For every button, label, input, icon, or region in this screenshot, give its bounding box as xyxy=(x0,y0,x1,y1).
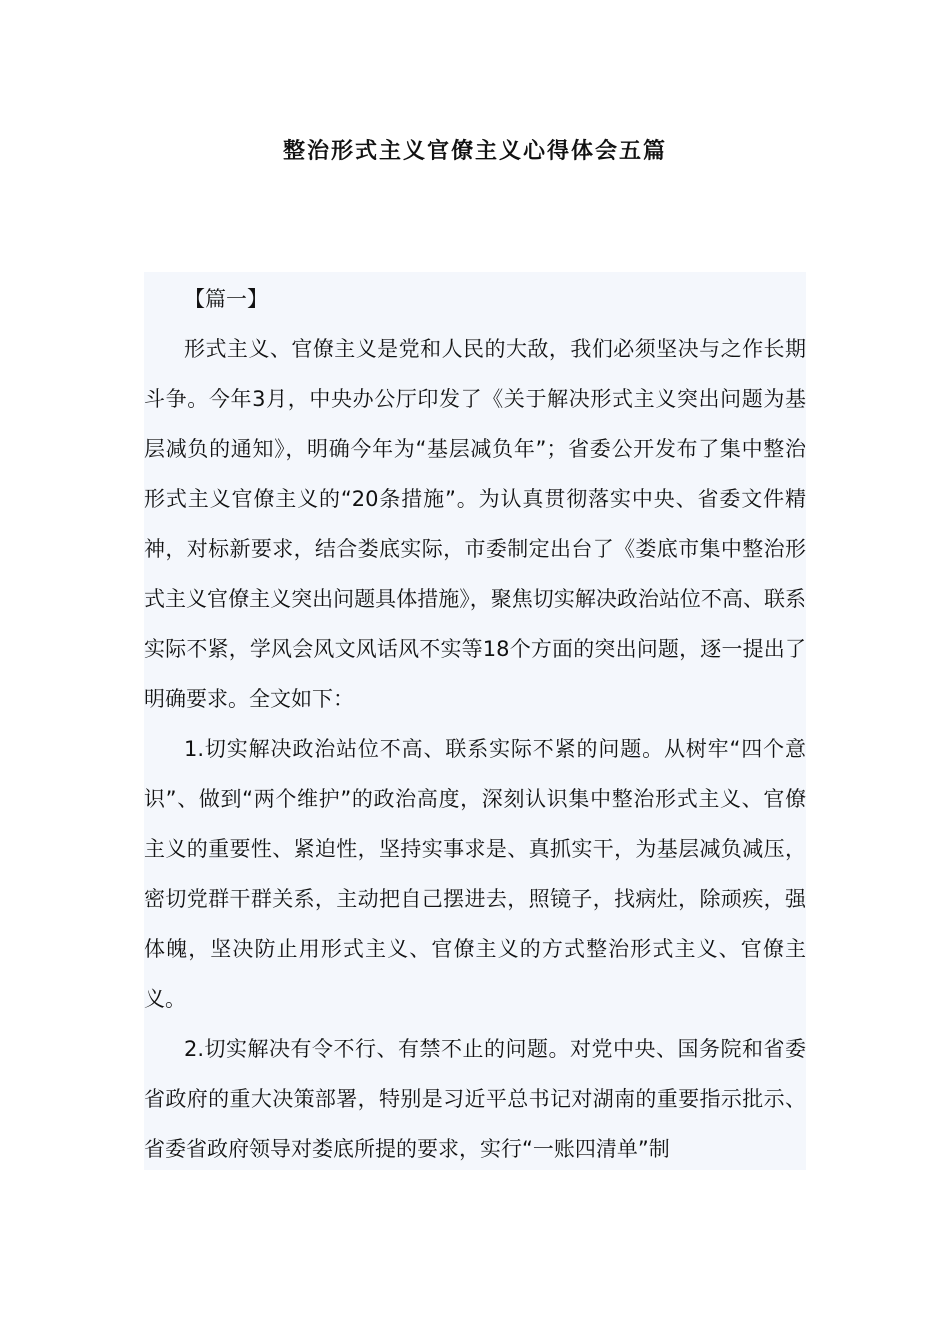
document-body-inner xyxy=(144,272,806,1170)
document-body xyxy=(144,272,806,1170)
paragraph-item-1: 1.切实解决政治站位不高、联系实际不紧的问题。从树牢“四个意识”、做到“两个维护”的政治高度，深刻认识集中整治形式主义、官僚主义的重要性、紧迫性，坚持实事求是、真抓实干，为基层减负减压，密切党群干群关系，主动把自己摆进去，照镜子，找病灶，除顽疾，强体魄，坚决防止用形式主义、官僚主义的方式整治形式主义、官僚主义。 xyxy=(144,737,806,1011)
section-heading: 【篇一】 xyxy=(184,287,268,311)
page-title: 整治形式主义官僚主义心得体会五篇 xyxy=(282,139,667,164)
paragraph-intro: 形式主义、官僚主义是党和人民的大敌，我们必须坚决与之作长期斗争。今年3月，中央办公厅印发了《关于解决形式主义突出问题为基层减负的通知》，明确今年为“基层减负年”；省委公开发布了集中整治形式主义官僚主义的“20条措施”。为认真贯彻落实中央、省委文件精神，对标新要求，结合娄底实际，市委制定出台了《娄底市集中整治形式主义官僚主义突出问题具体措施》，聚焦切实解决政治站位不高、联系实际不紧，学风会风文风话风不实等18个方面的突出问题，逐一提出了明确要求。全文如下： xyxy=(144,337,806,711)
paragraph-item-2: 2.切实解决有令不行、有禁不止的问题。对党中央、国务院和省委省政府的重大决策部署，特别是习近平总书记对湖南的重要指示批示、省委省政府领导对娄底所提的要求，实行“一账四清单”制 xyxy=(144,1037,806,1161)
